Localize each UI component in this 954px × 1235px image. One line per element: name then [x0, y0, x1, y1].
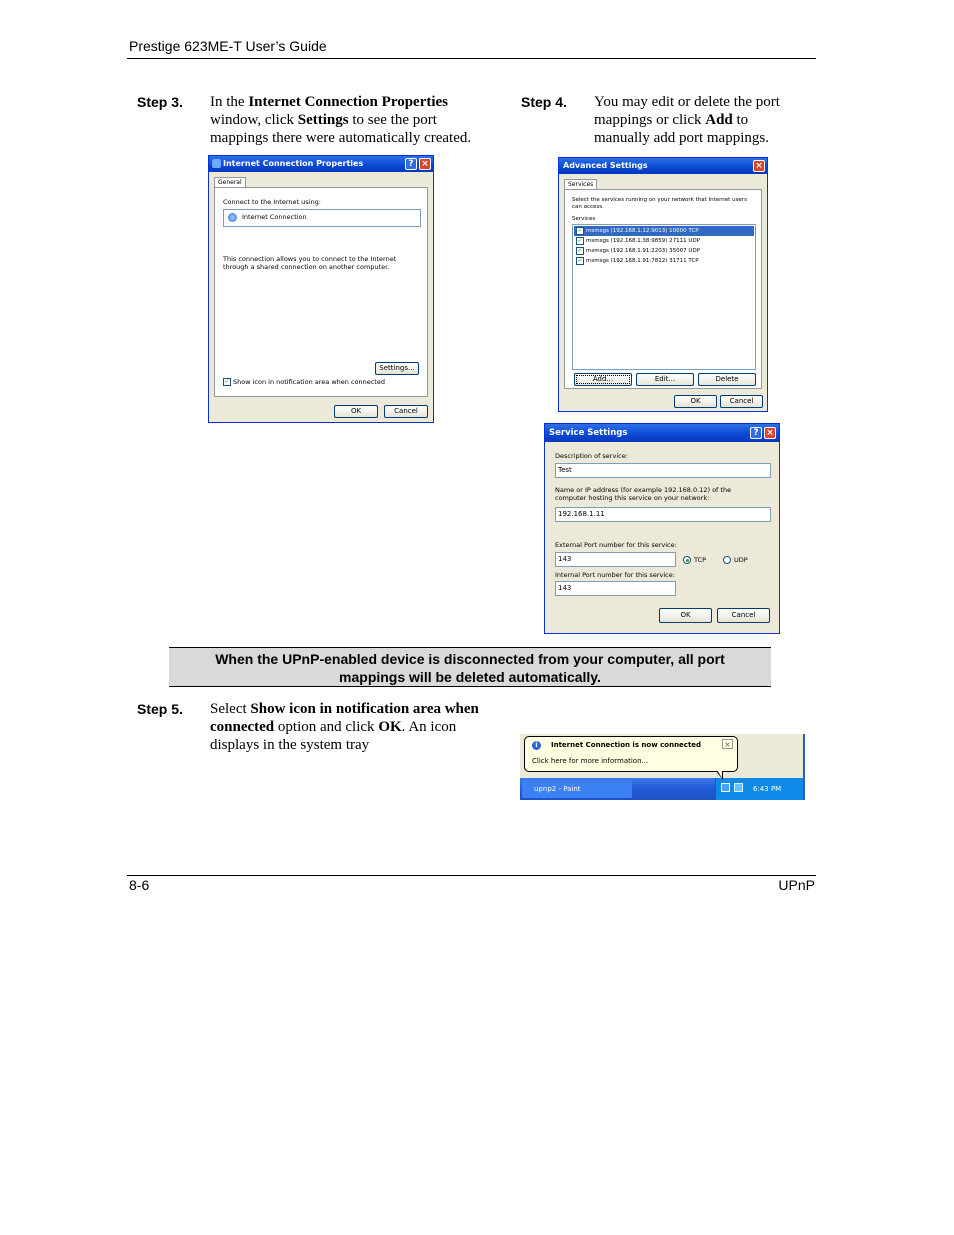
header-rule [127, 58, 816, 59]
connection-name: Internet Connection [242, 213, 307, 221]
step3-text: In the Internet Connection Properties window, click Settings to see the port mappings there were automatically created. [210, 94, 472, 146]
tab-general[interactable]: General [214, 177, 246, 187]
ip-address-input[interactable]: 192.168.1.11 [555, 507, 771, 522]
description-input[interactable]: Test [555, 463, 771, 478]
adv-title-bar [559, 158, 767, 174]
footer-rule [127, 875, 816, 876]
ip-label: Name or IP address (for example 192.168.0.12) of the computer hosting this service on your network: [555, 486, 732, 502]
tcp-radio[interactable] [683, 556, 691, 564]
upnp-tray-icon[interactable] [734, 783, 743, 792]
close-icon[interactable]: × [764, 427, 776, 439]
connect-label: Connect to the Internet using: [223, 198, 321, 206]
internal-port-input[interactable]: 143 [555, 581, 676, 596]
running-header: Prestige 623ME-T User’s Guide [129, 38, 327, 54]
service-checkbox[interactable]: ✓ [577, 246, 583, 254]
adv-services-panel [564, 189, 762, 389]
delete-button[interactable]: Delete [698, 373, 756, 386]
show-icon-checkbox[interactable]: ✓ [224, 378, 230, 385]
list-item[interactable] [574, 256, 754, 266]
adv-title: Advanced Settings [563, 161, 648, 170]
svc-title-bar [545, 424, 779, 442]
help-icon[interactable]: ? [750, 427, 762, 439]
list-item[interactable] [574, 226, 754, 236]
advanced-settings-window [558, 157, 768, 412]
edit-button[interactable]: Edit... [636, 373, 694, 386]
balloon-tail-fill [717, 770, 722, 778]
step4-label: Step 4. [521, 94, 567, 110]
icp-title-bar [209, 156, 433, 172]
service-settings-window [544, 423, 780, 634]
services-list[interactable] [572, 224, 756, 370]
show-icon-label: Show icon in notification area when connected [233, 378, 385, 386]
internal-port-label: Internal Port number for this service: [555, 571, 675, 579]
clock: 6:43 PM [753, 785, 782, 793]
description-label: Description of service: [555, 452, 628, 460]
page-number: 8-6 [129, 877, 150, 893]
icp-cancel-button[interactable]: Cancel [384, 405, 428, 418]
service-checkbox[interactable]: ✓ [577, 226, 583, 234]
service-label: msmsgs (192.168.1.38:9859) 27111 UDP [586, 238, 701, 244]
show-icon-option[interactable] [223, 378, 385, 386]
tab-services[interactable]: Services [564, 179, 597, 189]
close-icon[interactable]: × [419, 158, 431, 170]
add-button[interactable]: Add... [574, 373, 632, 386]
network-connection-icon[interactable] [721, 783, 730, 792]
taskbar-item-paint[interactable] [522, 780, 632, 798]
tcp-label: TCP [694, 556, 707, 564]
svc-cancel-button[interactable]: Cancel [717, 608, 770, 623]
internet-connection-properties-window [208, 155, 434, 423]
taskbar-item-label: upnp2 - Paint [534, 785, 581, 793]
service-label: msmsgs (192.168.1.91:7812) 31711 TCP [586, 258, 699, 264]
svc-title: Service Settings [549, 428, 628, 438]
note-box [169, 647, 771, 687]
chapter-name: UPnP [778, 877, 815, 893]
balloon-title: Internet Connection is now connected [551, 741, 702, 749]
info-icon: i [532, 741, 541, 750]
external-port-input[interactable]: 143 [555, 552, 676, 567]
system-tray-screenshot [520, 734, 805, 800]
step3-label: Step 3. [137, 94, 183, 110]
select-services-label: Select the services running on your network that Internet users can access. [572, 197, 747, 210]
step4-text: You may edit or delete the port mappings or click Add to manually add port mappings. [594, 94, 780, 146]
connection-description: This connection allows you to connect to the Internet through a shared connection on another computer. [223, 255, 397, 271]
tcp-option[interactable] [683, 556, 706, 564]
icp-title: Internet Connection Properties [223, 159, 364, 168]
udp-radio[interactable] [723, 556, 731, 564]
service-checkbox[interactable]: ✓ [577, 256, 583, 264]
step5-label: Step 5. [137, 701, 183, 717]
service-checkbox[interactable]: ✓ [577, 236, 583, 244]
services-label: Services [572, 216, 596, 222]
udp-option[interactable] [723, 556, 748, 564]
list-item[interactable] [574, 236, 754, 246]
svc-ok-button[interactable]: OK [659, 608, 712, 623]
network-icon [212, 159, 221, 168]
note-line2: mappings will be deleted automatically. [339, 669, 601, 685]
note-line1: When the UPnP-enabled device is disconnected from your computer, all port [215, 651, 725, 667]
service-label: msmsgs (192.168.1.91:2203) 35007 UDP [586, 248, 701, 254]
service-label: msmsgs (192.168.1.12:9013) 10000 TCP [586, 228, 699, 234]
settings-button[interactable]: Settings... [375, 362, 419, 375]
udp-label: UDP [734, 556, 748, 564]
help-icon[interactable]: ? [405, 158, 417, 170]
globe-icon [228, 213, 237, 222]
close-icon[interactable]: × [753, 160, 765, 172]
balloon-text: Click here for more information... [532, 757, 649, 765]
connection-field [223, 209, 421, 227]
step5-text: Select Show icon in notification area when connected option and click OK. An icon displays in the system tray [210, 701, 479, 753]
close-icon[interactable]: × [722, 739, 733, 749]
external-port-label: External Port number for this service: [555, 541, 677, 549]
adv-ok-button[interactable]: OK [674, 395, 717, 408]
adv-cancel-button[interactable]: Cancel [720, 395, 763, 408]
icp-general-panel [214, 187, 428, 397]
icp-ok-button[interactable]: OK [334, 405, 378, 418]
notification-balloon[interactable] [524, 736, 738, 772]
list-item[interactable] [574, 246, 754, 256]
